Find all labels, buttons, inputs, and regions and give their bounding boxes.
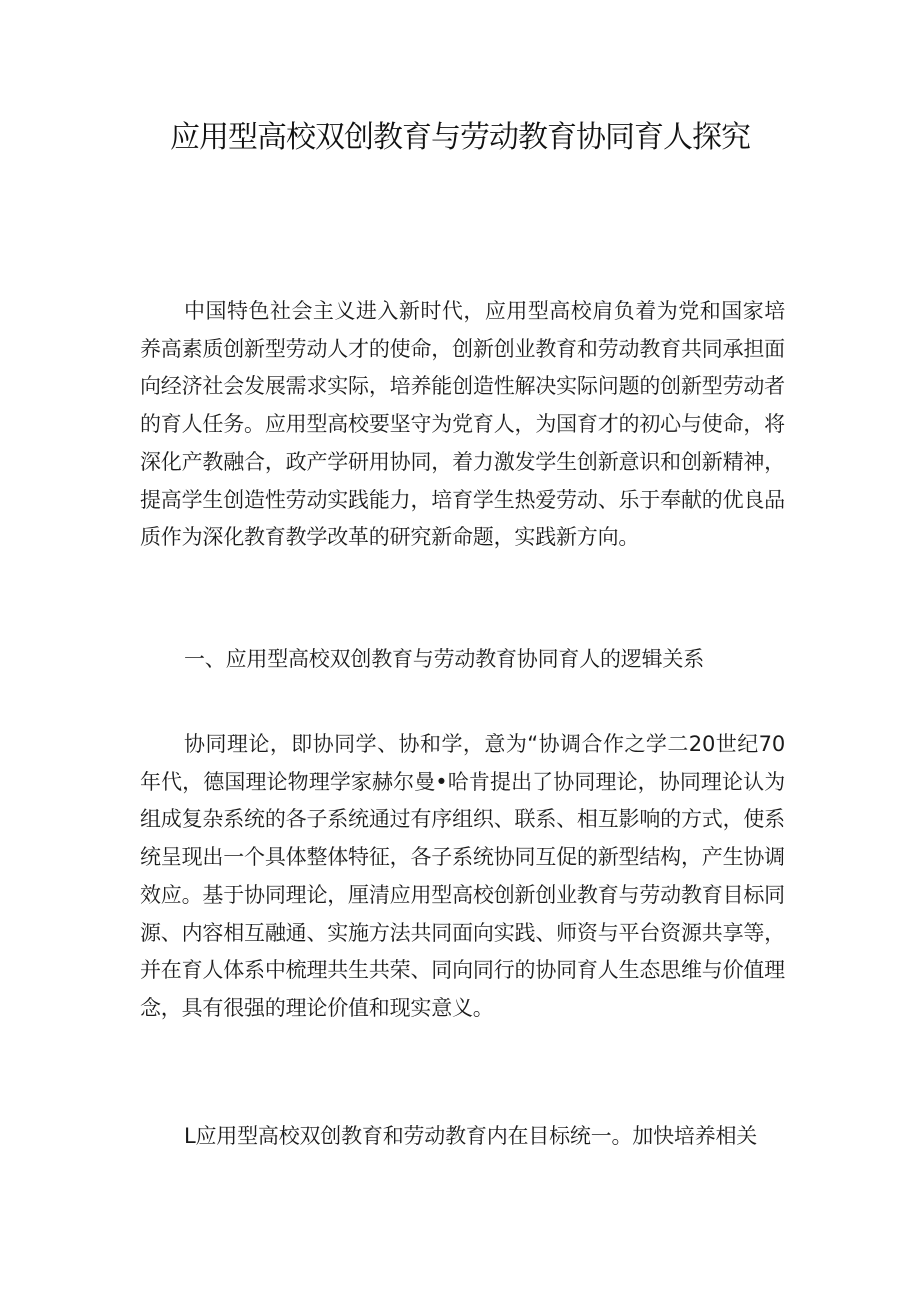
paragraph-synergy-theory: 协同理论，即协同学、协和学，意为“协调合作之学二20世纪70年代，德国理论物理学家赫尔曼•哈肯提出了协同理论，协同理论认为组成复杂系统的各子系统通过有序组织、联系、相互影响的方式，使系统呈现出一个具体整体特征，各子系统协同互促的新型结构，产生协调效应。基于协同理论，厘清应用型高校创新创业教育与劳动教育目标同源、内容相互融通、实施方法共同面向实践、师资与平台资源共享等，并在育人体系中梳理共生共荣、同向同行的协同育人生态思维与价值理念，具有很强的理论价值和现实意义。 [140, 732, 785, 1020]
paragraph-goal-unity: L应用型高校双创教育和劳动教育内在目标统一。加快培养相关 [184, 1124, 758, 1148]
section-heading: 一、应用型高校双创教育与劳动教育协同育人的逻辑关系 [184, 647, 704, 671]
paragraph-intro: 中国特色社会主义进入新时代，应用型高校肩负着为党和国家培养高素质创新型劳动人才的使命，创新创业教育和劳动教育共同承担面向经济社会发展需求实际，培养能创造性解决实际问题的创新型劳动者的育人任务。应用型高校要坚守为党育人，为国育才的初心与使命，将深化产教融合，政产学研用协同，着力激发学生创新意识和创新精神，提高学生创造性劳动实践能力，培育学生热爱劳动、乐于奉献的优良品质作为深化教育教学改革的研究新命题，实践新方向。 [140, 299, 785, 550]
document-title: 应用型高校双创教育与劳动教育协同育人探究 [170, 120, 750, 155]
